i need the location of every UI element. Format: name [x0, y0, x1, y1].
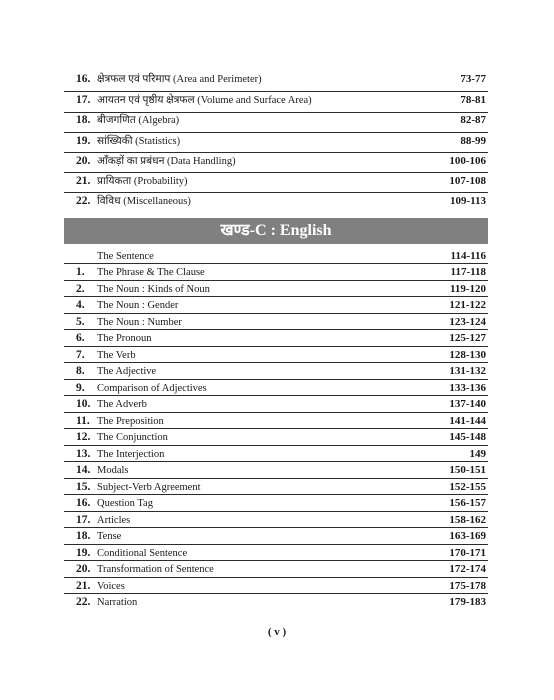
entry-number: 18. — [76, 114, 91, 126]
toc-row — [0, 462, 554, 479]
entry-number: 14. — [76, 464, 91, 476]
entry-title: The Phrase & The Clause — [97, 267, 205, 278]
toc-row — [0, 429, 554, 446]
entry-pages: 156-157 — [449, 497, 486, 509]
entry-title: क्षेत्रफल एवं परिमाप (Area and Perimeter) — [97, 74, 262, 85]
entry-title: Tense — [97, 531, 122, 542]
entry-pages: 119-120 — [449, 283, 486, 295]
entry-title: आयतन एवं पृष्ठीय क्षेत्रफल (Volume and Surface Area) — [97, 95, 312, 106]
entry-title: विविध (Miscellaneous) — [97, 196, 191, 207]
entry-number: 21. — [76, 175, 91, 187]
entry-title: The Pronoun — [97, 333, 152, 344]
entry-title: Articles — [97, 515, 131, 526]
toc-row — [0, 133, 554, 150]
entry-pages: 145-148 — [449, 431, 486, 443]
toc-row — [0, 264, 554, 281]
entry-title: The Adjective — [97, 366, 157, 377]
entry-pages: 123-124 — [449, 316, 486, 328]
entry-title: Comparison of Adjectives — [97, 383, 207, 394]
entry-title: Narration — [97, 597, 138, 608]
toc-row — [0, 71, 554, 88]
entry-pages: 137-140 — [449, 398, 486, 410]
entry-number: 18. — [76, 530, 91, 542]
entry-title: The Noun : Gender — [97, 300, 179, 311]
entry-number: 10. — [76, 398, 91, 410]
entry-number: 6. — [76, 332, 85, 344]
entry-pages: 172-174 — [449, 563, 486, 575]
toc-row — [0, 193, 554, 210]
entry-title: The Sentence — [97, 251, 154, 262]
toc-row — [0, 112, 554, 129]
entry-title: बीजगणित (Algebra) — [97, 115, 180, 126]
entry-pages: 73-77 — [460, 73, 486, 85]
entry-pages: 82-87 — [460, 114, 486, 126]
page-number: ( v ) — [267, 626, 287, 638]
entry-pages: 88-99 — [460, 135, 486, 147]
entry-title: The Interjection — [97, 449, 165, 460]
toc-row — [0, 173, 554, 190]
entry-pages: 133-136 — [449, 382, 486, 394]
entry-pages: 128-130 — [449, 349, 486, 361]
entry-number: 19. — [76, 547, 91, 559]
toc-row — [0, 495, 554, 512]
entry-number: 21. — [76, 580, 91, 592]
entry-pages: 175-178 — [449, 580, 486, 592]
entry-pages: 114-116 — [450, 250, 486, 262]
entry-number: 17. — [76, 514, 91, 526]
toc-row — [0, 528, 554, 545]
entry-pages: 109-113 — [449, 195, 486, 207]
entry-number: 11. — [76, 415, 90, 427]
toc-row — [0, 248, 554, 265]
entry-pages: 141-144 — [449, 415, 486, 427]
entry-number: 8. — [76, 365, 85, 377]
entry-pages: 152-155 — [449, 481, 486, 493]
entry-title: Question Tag — [97, 498, 153, 509]
entry-number: 4. — [76, 299, 85, 311]
toc-row — [0, 330, 554, 347]
entry-pages: 117-118 — [450, 266, 486, 278]
entry-pages: 158-162 — [449, 514, 486, 526]
entry-title: Subject-Verb Agreement — [97, 482, 201, 493]
entry-pages: 131-132 — [449, 365, 486, 377]
entry-number: 9. — [76, 382, 85, 394]
entry-title: Transformation of Sentence — [97, 564, 214, 575]
toc-row — [0, 396, 554, 413]
entry-title: Conditional Sentence — [97, 548, 188, 559]
section-heading: खण्ड-C : English — [64, 218, 488, 244]
entry-title: The Conjunction — [97, 432, 168, 443]
toc-row — [0, 297, 554, 314]
entry-number: 16. — [76, 73, 91, 85]
entry-number: 2. — [76, 283, 85, 295]
entry-title: प्रायिकता (Probability) — [97, 176, 188, 187]
entry-pages: 170-171 — [449, 547, 486, 559]
entry-title: The Noun : Number — [97, 317, 182, 328]
entry-number: 15. — [76, 481, 91, 493]
entry-number: 22. — [76, 195, 91, 207]
toc-row — [0, 363, 554, 380]
toc-row — [0, 561, 554, 578]
toc-row — [0, 92, 554, 109]
entry-number: 1. — [76, 266, 85, 278]
entry-number: 12. — [76, 431, 91, 443]
toc-row — [0, 153, 554, 170]
entry-pages: 121-122 — [449, 299, 486, 311]
entry-pages: 107-108 — [449, 175, 486, 187]
entry-pages: 149 — [469, 448, 486, 460]
entry-title: आँकड़ों का प्रबंधन (Data Handling) — [97, 156, 236, 167]
entry-pages: 179-183 — [449, 596, 486, 608]
entry-pages: 100-106 — [449, 155, 486, 167]
entry-title: Modals — [97, 465, 129, 476]
entry-number: 19. — [76, 135, 91, 147]
toc-row — [0, 594, 554, 611]
entry-number: 20. — [76, 155, 91, 167]
entry-pages: 125-127 — [449, 332, 486, 344]
entry-title: The Verb — [97, 350, 136, 361]
entry-pages: 78-81 — [460, 94, 486, 106]
entry-number: 22. — [76, 596, 91, 608]
entry-title: The Adverb — [97, 399, 147, 410]
entry-number: 7. — [76, 349, 85, 361]
entry-title: The Preposition — [97, 416, 164, 427]
entry-number: 17. — [76, 94, 91, 106]
entry-number: 13. — [76, 448, 91, 460]
entry-title: सांख्यिकी (Statistics) — [97, 136, 181, 147]
entry-number: 16. — [76, 497, 91, 509]
entry-number: 5. — [76, 316, 85, 328]
entry-title: Voices — [97, 581, 125, 592]
entry-pages: 150-151 — [449, 464, 486, 476]
entry-number: 20. — [76, 563, 91, 575]
entry-pages: 163-169 — [449, 530, 486, 542]
entry-title: The Noun : Kinds of Noun — [97, 284, 210, 295]
